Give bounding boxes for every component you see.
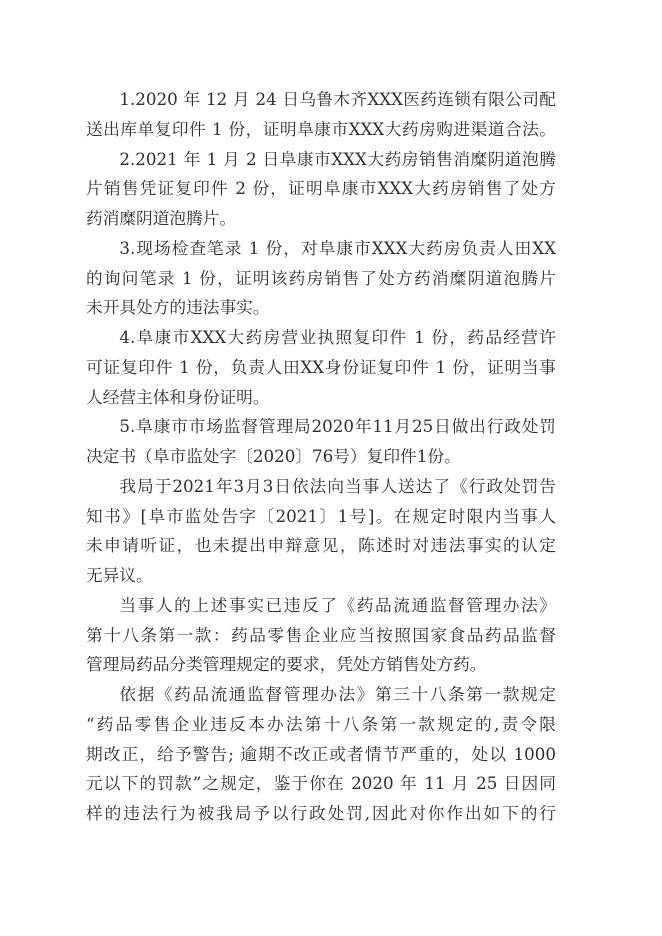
text-line: 我局于2021年3月3日依法向当事人送达了《行政处罚告 [119, 475, 556, 496]
text-line: 1.2020 年 12 月 24 日乌鲁木齐XXX医药连锁有限公司配 [119, 89, 556, 109]
paragraph [86, 412, 556, 472]
text-line: 依据《药品流通监督管理办法》第三十八条第一款规定 [119, 684, 556, 704]
paragraph [86, 323, 556, 412]
text-line: 2.2021 年 1 月 2 日阜康市XXX大药房销售消糜阴道泡腾 [119, 148, 556, 169]
text-line: 的询问笔录 1 份，证明该药房销售了处方药消糜阴道泡腾片 [86, 267, 556, 288]
text-line: 4.阜康市XXX大药房营业执照复印件 1 份，药品经营许 [119, 327, 556, 347]
text-line: 当事人的上述事实已违反了《药品流通监督管理办法》 [119, 594, 556, 615]
text-line: 人经营主体和身份证明。 [86, 386, 270, 407]
text-line: “药品零售企业违反本办法第十八条第一款规定的,责令限 [86, 713, 556, 734]
paragraph [86, 234, 556, 323]
text-line: 3.现场检查笔录 1 份，对阜康市XXX大药房负责人田XX [119, 237, 556, 258]
text-line: 决定书（阜市监处字〔2020〕76号）复印件1份。 [86, 446, 461, 466]
paragraph [86, 472, 556, 591]
text-line: 元以下的罚款”之规定，鉴于你在 2020 年 11 月 25 日因同 [86, 773, 556, 794]
text-line: 样的违法行为被我局予以行政处罚,因此对你作出如下的行 [86, 803, 556, 823]
text-line: 5.阜康市市场监督管理局2020年11月25日做出行政处罚 [119, 416, 556, 437]
text-line: 药消糜阴道泡腾片。 [86, 208, 237, 228]
text-line: 片销售凭证复印件 2 份，证明阜康市XXX大药房销售了处方 [86, 178, 556, 199]
paragraph [86, 145, 556, 234]
text-line: 可证复印件 1 份，负责人田XX身份证复印件 1 份，证明当事 [86, 356, 556, 377]
text-line: 无异议。 [86, 565, 153, 585]
text-line: 期改正，给予警告; 逾期不改正或者情节严重的，处以 1000 [86, 743, 556, 764]
text-line: 管理局药品分类管理规定的要求，凭处方销售处方药。 [86, 654, 487, 675]
text-line: 知书》[阜市监处告字〔2021〕1号]。在规定时限内当事人 [86, 505, 556, 526]
text-line: 未申请听证，也未提出申辩意见，陈述时对违法事实的认定 [86, 535, 556, 556]
text-line: 送出库单复印件 1 份，证明阜康市XXX大药房购进渠道合法。 [86, 118, 556, 139]
document-body [86, 85, 556, 829]
paragraph [86, 680, 556, 829]
paragraph [86, 85, 556, 145]
text-line: 未开具处方的违法事实。 [86, 297, 270, 318]
paragraph [86, 591, 556, 680]
text-line: 第十八条第一款：药品零售企业应当按照国家食品药品监督 [86, 624, 556, 645]
